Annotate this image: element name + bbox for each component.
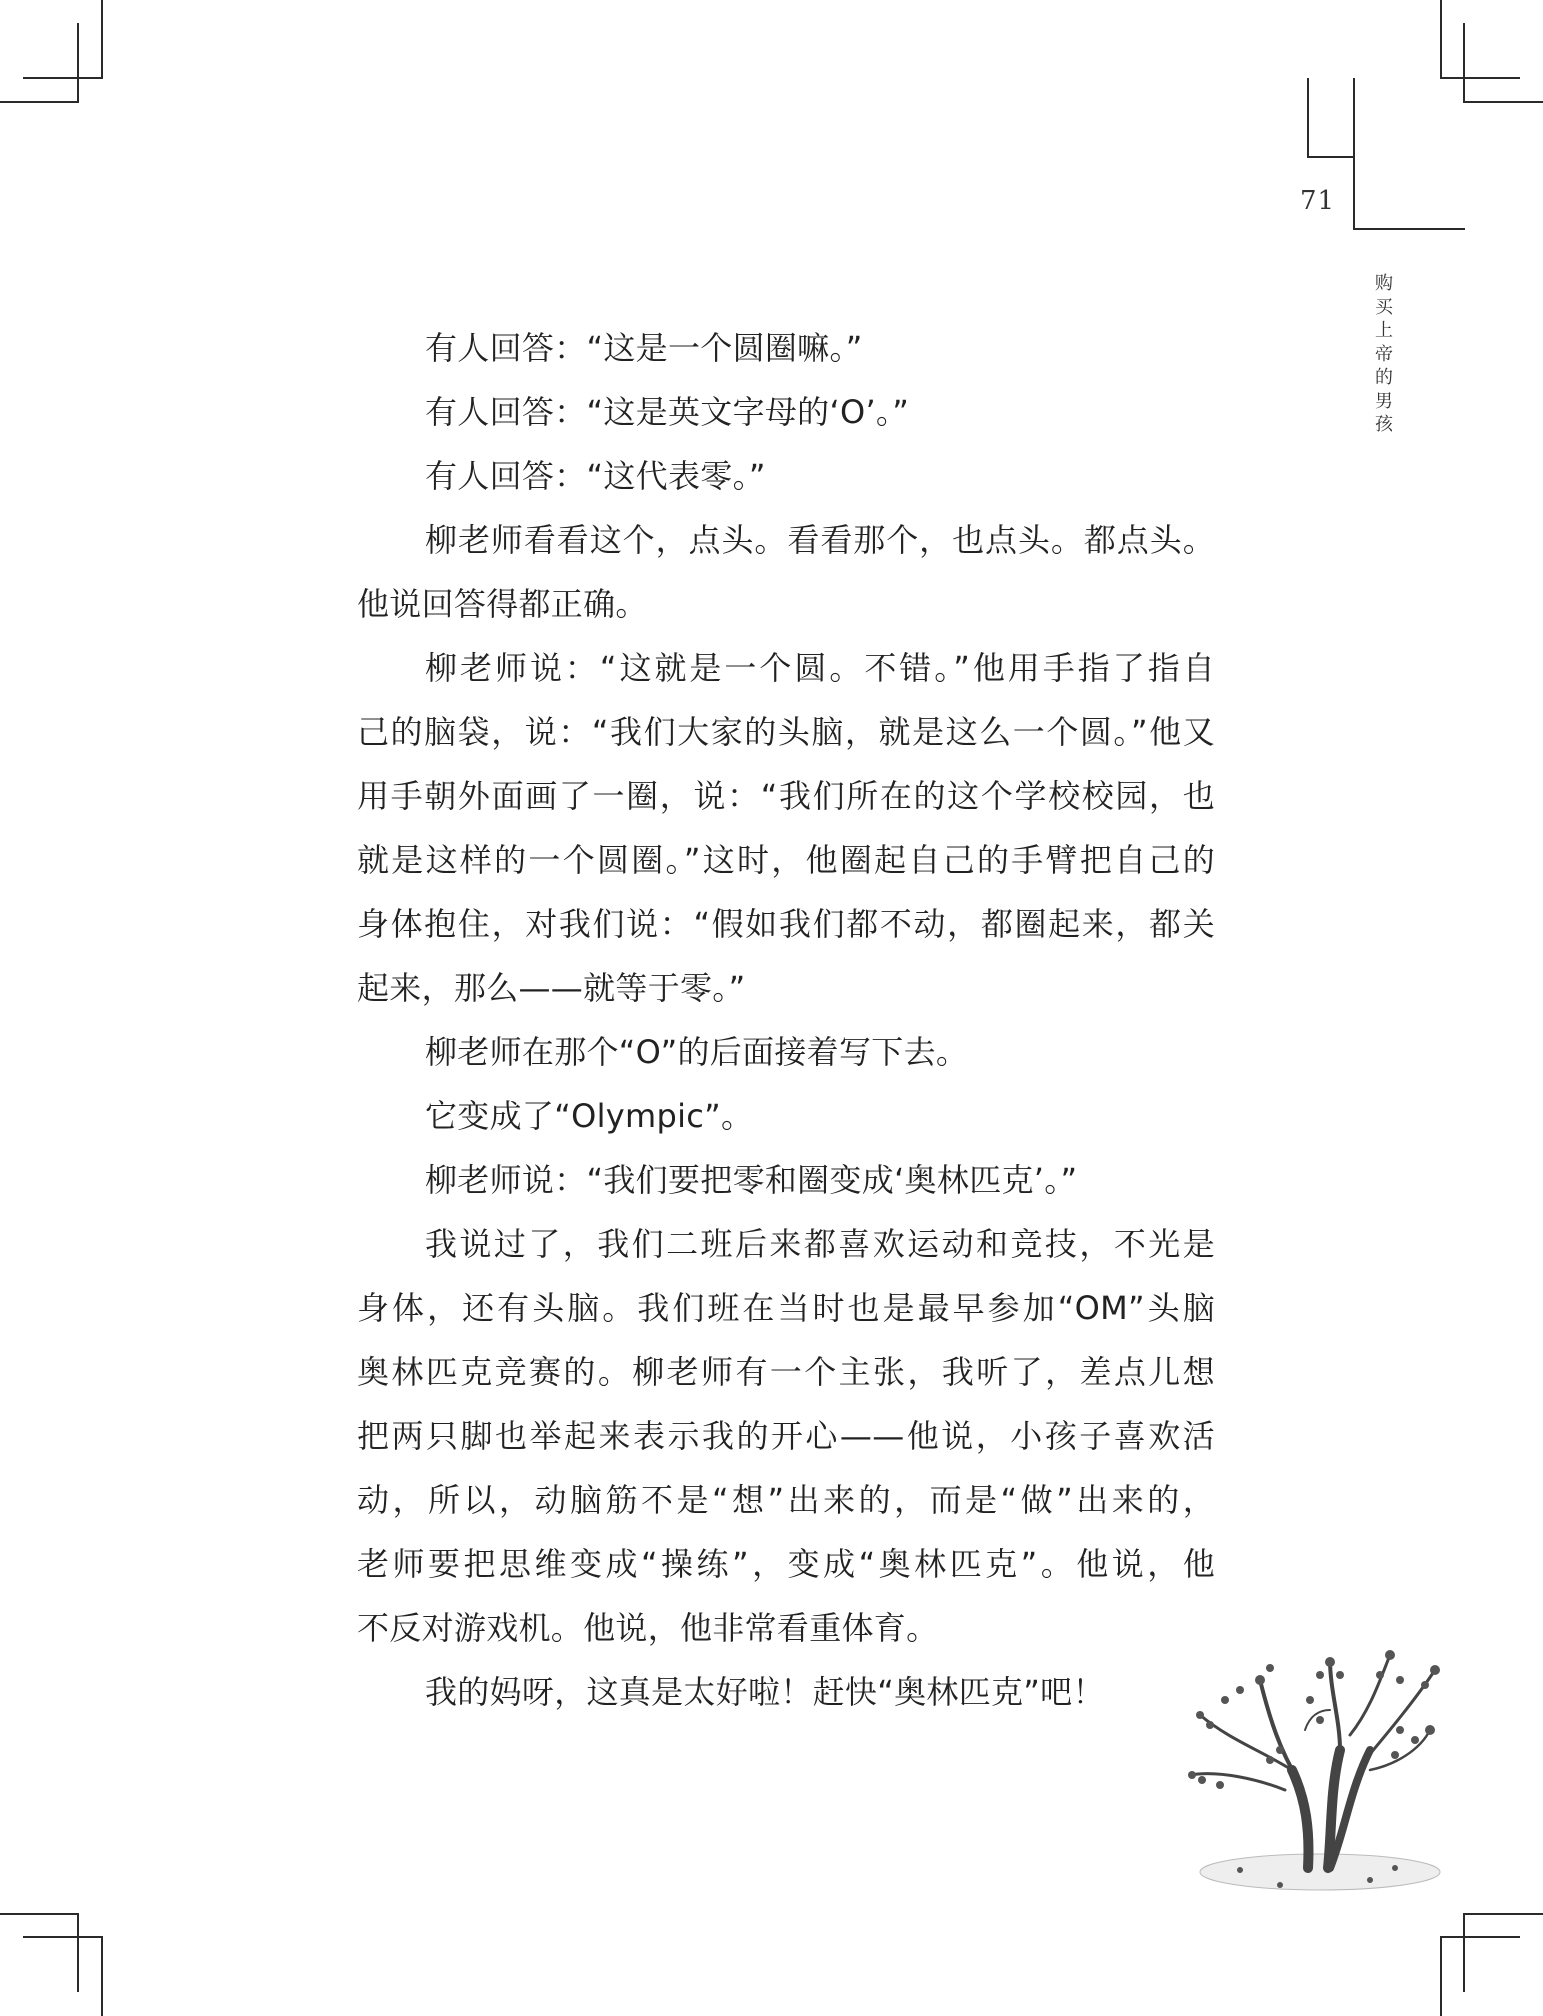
- text-line: 他说回答得都正确。: [357, 585, 648, 623]
- crop-mark: [1440, 77, 1520, 79]
- text-line: 身体抱住，对我们说：“假如我们都不动，都圈起来，都关: [357, 905, 1215, 943]
- running-head-char: 买: [1375, 296, 1393, 318]
- crop-mark: [1440, 0, 1442, 79]
- text-line: 它变成了“Olympic”。: [425, 1097, 754, 1135]
- text-line: 有人回答：“这是英文字母的‘O’。”: [425, 393, 910, 431]
- crop-mark: [0, 1913, 79, 1915]
- text-line: 起来，那么——就等于零。”: [357, 969, 746, 1007]
- text-line: 用手朝外面画了一圈，说：“我们所在的这个学校校园，也: [357, 777, 1215, 815]
- running-head-char: 购: [1375, 273, 1393, 294]
- body-text: [357, 322, 1215, 1730]
- text-line: 我的妈呀，这真是太好啦！赶快“奥林匹克”吧！: [425, 1673, 1105, 1711]
- text-line: 不反对游戏机。他说，他非常看重体育。: [357, 1609, 939, 1647]
- crop-mark: [23, 77, 103, 79]
- crop-mark: [0, 101, 79, 103]
- tree-sketch-icon: [1180, 1640, 1460, 1910]
- text-line: 奥林匹克竞赛的。柳老师有一个主张，我听了，差点儿想: [357, 1353, 1215, 1391]
- text-line: 有人回答：“这代表零。”: [425, 457, 766, 495]
- crop-mark: [101, 1936, 103, 2016]
- crop-mark: [1463, 1913, 1543, 1915]
- crop-mark: [77, 1913, 79, 1992]
- crop-mark: [1463, 23, 1465, 103]
- running-head-char: 上: [1375, 320, 1393, 341]
- text-line: 动，所以，动脑筋不是“想”出来的，而是“做”出来的，: [357, 1481, 1215, 1519]
- running-head-char: 的: [1375, 367, 1393, 388]
- header-rule: [1307, 156, 1355, 158]
- crop-mark: [1440, 1936, 1520, 1938]
- text-line: 身体，还有头脑。我们班在当时也是最早参加“OM”头脑: [357, 1289, 1215, 1327]
- running-head-char: 帝: [1375, 343, 1393, 365]
- running-head-char: 孩: [1375, 414, 1393, 435]
- text-line: 把两只脚也举起来表示我的开心——他说，小孩子喜欢活: [357, 1417, 1215, 1455]
- text-line: 就是这样的一个圆圈。”这时，他圈起自己的手臂把自己的: [357, 841, 1215, 879]
- text-line: 老师要把思维变成“操练”，变成“奥林匹克”。他说，他: [357, 1545, 1215, 1583]
- crop-mark: [1463, 1913, 1465, 1992]
- running-head-char: 男: [1375, 390, 1393, 412]
- crop-mark: [101, 0, 103, 79]
- text-line: 己的脑袋，说：“我们大家的头脑，就是这么一个圆。”他又: [357, 713, 1215, 751]
- text-line: 有人回答：“这是一个圆圈嘛。”: [425, 329, 863, 367]
- header-rule: [1307, 78, 1309, 158]
- text-line: 我说过了，我们二班后来都喜欢运动和竞技，不光是: [425, 1225, 1215, 1263]
- text-line: 柳老师在那个“O”的后面接着写下去。: [425, 1033, 969, 1071]
- text-line: 柳老师说：“这就是一个圆。不错。”他用手指了指自: [425, 649, 1215, 687]
- crop-mark: [77, 23, 79, 103]
- crop-mark: [23, 1936, 103, 1938]
- running-head: [1373, 272, 1395, 437]
- header-rule: [1353, 78, 1355, 230]
- text-line: 柳老师说：“我们要把零和圈变成‘奥林匹克’。”: [425, 1161, 1078, 1199]
- crop-mark: [1463, 101, 1543, 103]
- page-number: 71: [1300, 186, 1336, 216]
- text-line: 柳老师看看这个，点头。看看那个，也点头。都点头。: [425, 521, 1215, 559]
- header-rule: [1353, 228, 1465, 230]
- crop-mark: [1440, 1936, 1442, 2016]
